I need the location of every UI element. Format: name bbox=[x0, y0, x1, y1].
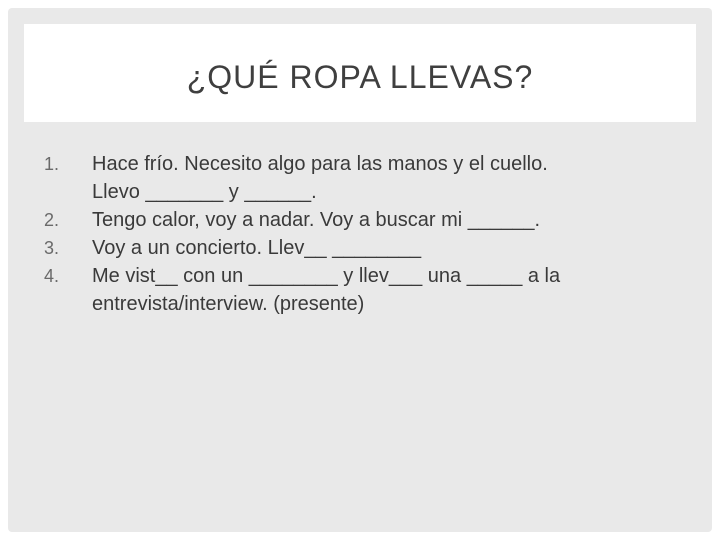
list-item-1 bbox=[8, 150, 712, 206]
item-text-line: Hace frío. Necesito algo para las manos y el cuello. bbox=[92, 153, 548, 175]
title-box bbox=[24, 24, 696, 122]
list-item-3 bbox=[8, 234, 712, 262]
item-number: 1. bbox=[44, 154, 60, 174]
item-text-line: Me vist__ con un ________ y llev___ una _____ a la bbox=[92, 265, 561, 287]
list-item-2 bbox=[8, 206, 712, 234]
item-text-line: Tengo calor, voy a nadar. Voy a buscar mi ______. bbox=[92, 209, 541, 231]
item-number: 3. bbox=[44, 238, 60, 258]
list-item-4 bbox=[8, 262, 712, 318]
item-text-line: Voy a un concierto. Llev__ ________ bbox=[92, 237, 422, 259]
slide bbox=[8, 8, 712, 532]
item-text-line: Llevo _______ y ______. bbox=[92, 181, 317, 203]
slide-title: ¿QUÉ ROPA LLEVAS? bbox=[186, 58, 534, 95]
item-text-line: entrevista/interview. (presente) bbox=[92, 293, 365, 315]
question-list bbox=[8, 150, 712, 318]
item-number: 4. bbox=[44, 266, 60, 286]
item-number: 2. bbox=[44, 210, 60, 230]
